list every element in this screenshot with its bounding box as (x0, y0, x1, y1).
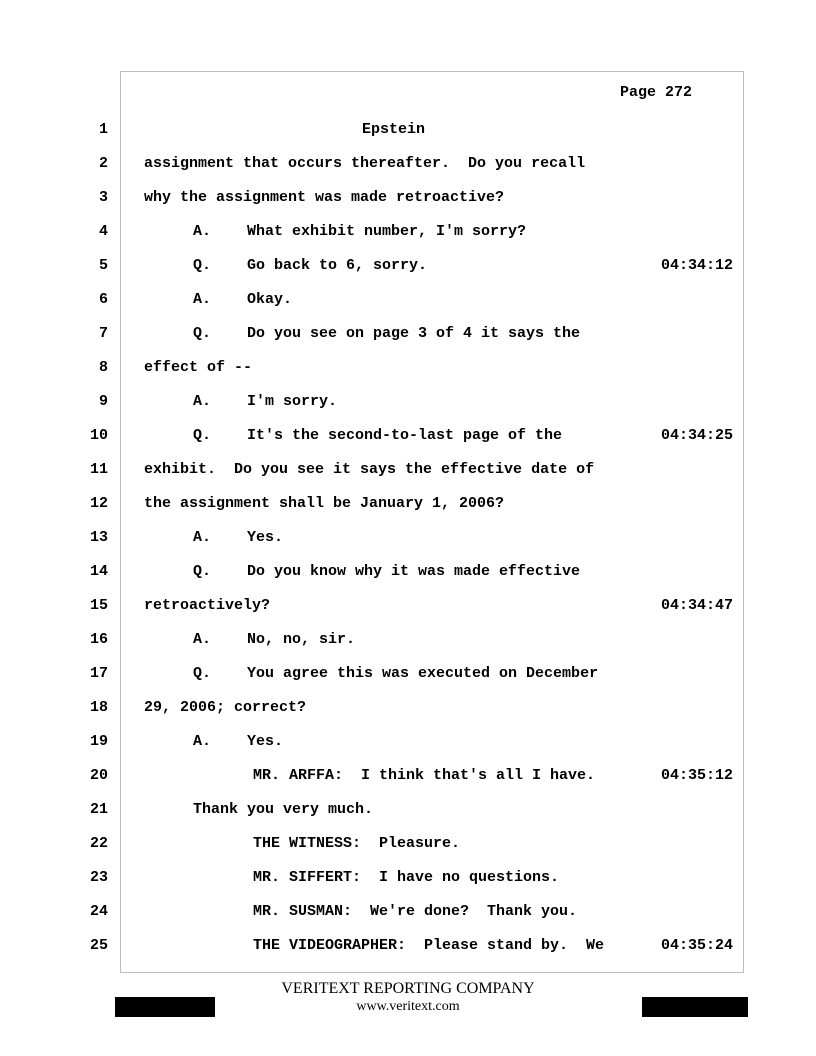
line-number: 25 (89, 937, 108, 954)
transcript-line (0, 393, 816, 413)
line-number: 4 (98, 223, 108, 240)
timestamp: 04:34:25 (661, 427, 734, 444)
line-text: effect of -- (144, 359, 253, 376)
transcript-line (0, 937, 816, 957)
line-text: A. What exhibit number, I'm sorry? (193, 223, 527, 240)
transcript-line (0, 291, 816, 311)
line-text: Q. Go back to 6, sorry. (193, 257, 428, 274)
line-number: 11 (89, 461, 108, 478)
line-number: 12 (89, 495, 108, 512)
line-text: A. Yes. (193, 733, 284, 750)
line-text: Q. Do you know why it was made effective (193, 563, 581, 580)
line-text: Q. Do you see on page 3 of 4 it says the (193, 325, 581, 342)
line-text: MR. SIFFERT: I have no questions. (253, 869, 560, 886)
transcript-line (0, 325, 816, 345)
transcript-line (0, 699, 816, 719)
line-text: Q. You agree this was executed on December (193, 665, 599, 682)
transcript-line (0, 257, 816, 277)
line-number: 21 (89, 801, 108, 818)
line-text: A. I'm sorry. (193, 393, 338, 410)
timestamp: 04:35:12 (661, 767, 734, 784)
line-number: 3 (98, 189, 108, 206)
line-text: 29, 2006; correct? (144, 699, 307, 716)
page-number: Page 272 (620, 84, 693, 101)
transcript-line (0, 869, 816, 889)
line-text: MR. ARFFA: I think that's all I have. (253, 767, 596, 784)
footer-url: www.veritext.com (356, 999, 460, 1014)
line-text: retroactively? (144, 597, 271, 614)
transcript-line (0, 427, 816, 447)
transcript-line (0, 121, 816, 141)
transcript-line (0, 733, 816, 753)
line-number: 10 (89, 427, 108, 444)
line-text: assignment that occurs thereafter. Do you recall (144, 155, 586, 172)
line-text: Thank you very much. (193, 801, 374, 818)
line-number: 9 (98, 393, 108, 410)
line-text: MR. SUSMAN: We're done? Thank you. (253, 903, 578, 920)
line-number: 13 (89, 529, 108, 546)
transcript-line (0, 359, 816, 379)
line-number: 6 (98, 291, 108, 308)
line-number: 16 (89, 631, 108, 648)
line-number: 7 (98, 325, 108, 342)
line-number: 19 (89, 733, 108, 750)
line-text: Q. It's the second-to-last page of the (193, 427, 563, 444)
redaction-bar-left (115, 997, 215, 1017)
line-number: 24 (89, 903, 108, 920)
transcript-line (0, 529, 816, 549)
transcript-line (0, 903, 816, 923)
transcript-line (0, 767, 816, 787)
transcript-line (0, 155, 816, 175)
line-number: 18 (89, 699, 108, 716)
transcript-line (0, 223, 816, 243)
line-text: A. No, no, sir. (193, 631, 356, 648)
line-text: Epstein (362, 121, 426, 138)
line-number: 14 (89, 563, 108, 580)
line-text: A. Okay. (193, 291, 293, 308)
line-number: 2 (98, 155, 108, 172)
line-number: 23 (89, 869, 108, 886)
line-text: the assignment shall be January 1, 2006? (144, 495, 505, 512)
transcript-line (0, 631, 816, 651)
transcript-line (0, 801, 816, 821)
line-number: 15 (89, 597, 108, 614)
transcript-line (0, 495, 816, 515)
line-text: THE WITNESS: Pleasure. (253, 835, 461, 852)
transcript-line (0, 835, 816, 855)
transcript-line (0, 563, 816, 583)
transcript-line (0, 189, 816, 209)
timestamp: 04:34:47 (661, 597, 734, 614)
timestamp: 04:35:24 (661, 937, 734, 954)
footer-company: VERITEXT REPORTING COMPANY (281, 980, 535, 997)
line-number: 17 (89, 665, 108, 682)
line-number: 1 (98, 121, 108, 138)
redaction-bar-right (642, 997, 748, 1017)
line-text: exhibit. Do you see it says the effective date of (144, 461, 595, 478)
line-text: A. Yes. (193, 529, 284, 546)
line-number: 8 (98, 359, 108, 376)
line-number: 20 (89, 767, 108, 784)
line-number: 5 (98, 257, 108, 274)
transcript-line (0, 461, 816, 481)
line-number: 22 (89, 835, 108, 852)
transcript-line (0, 597, 816, 617)
line-text: THE VIDEOGRAPHER: Please stand by. We (253, 937, 605, 954)
transcript-line (0, 665, 816, 685)
timestamp: 04:34:12 (661, 257, 734, 274)
line-text: why the assignment was made retroactive? (144, 189, 505, 206)
